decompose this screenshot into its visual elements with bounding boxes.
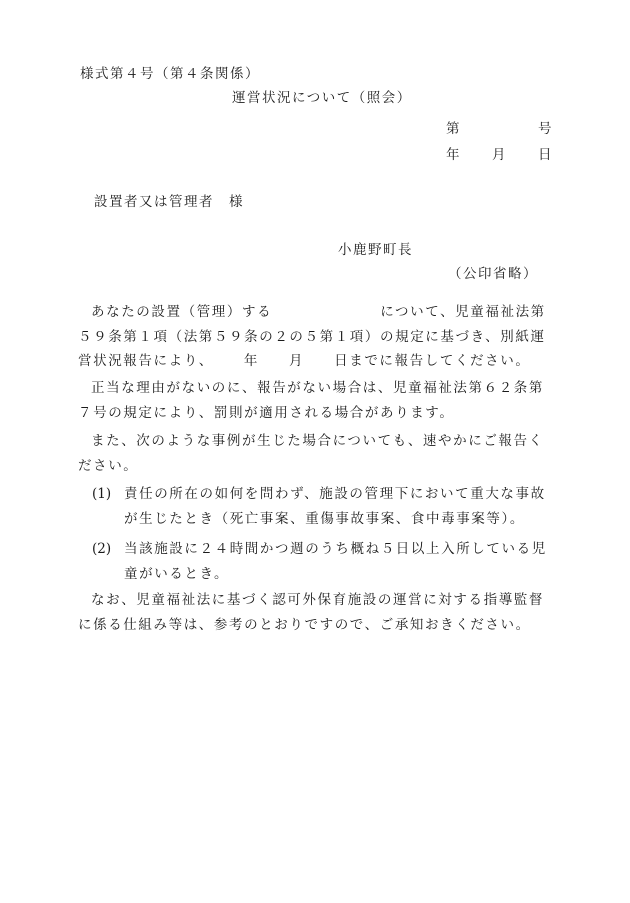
list-item-text: 責任の所在の如何を問わず、施設の管理下において重大な事故が生じたとき（死亡事案、重傷事故事案、食中毒事案等）。 (124, 486, 546, 527)
paragraph-1-part-a: あなたの設置（管理）する (91, 304, 273, 320)
list-item-text: 当該施設に２４時間かつ週のうち概ね５日以上入所している児童がいるとき。 (124, 541, 547, 582)
date-month: 月 (492, 147, 506, 163)
date-year: 年 (446, 147, 460, 163)
paragraph-1-month: 月 (289, 353, 305, 369)
body-paragraph-2: 正当な理由がないのに、報告がない場合は、児童福祉法第６２条第７号の規定により、罰則が適用される場合があります。 (78, 380, 544, 421)
paragraph-1-part-b: について、児童福祉法第５９条第１項（法第５９条の２の５第１項）の規定に基づき、別紙運営状況報告により、 (78, 304, 546, 369)
form-label: 様式第４号（第４条関係） (80, 66, 260, 82)
list-item-number: (2) (92, 541, 112, 557)
paragraph-1-part-c: 日までに報告してください。 (334, 353, 531, 369)
body-paragraph-3: また、次のような事例が生じた場合についても、速やかにご報告ください。 (78, 433, 544, 474)
sender: 小鹿野町長 (338, 242, 413, 258)
addressee: 設置者又は管理者 様 (94, 194, 244, 210)
body-paragraph-4: なお、児童福祉法に基づく認可外保育施設の運営に対する指導監督に係る仕組み等は、参考のとおりですので、ご承知おきください。 (78, 592, 544, 633)
paragraph-1-year: 年 (243, 353, 260, 369)
document-number-suffix: 号 (538, 121, 552, 137)
list-item-number: (1) (92, 486, 112, 502)
document-title: 運営状況について（照会） (232, 90, 412, 106)
seal-note: （公印省略） (448, 266, 538, 282)
date-day: 日 (538, 147, 552, 163)
document-number-prefix: 第 (446, 121, 460, 137)
body-paragraph-1 (78, 300, 556, 374)
